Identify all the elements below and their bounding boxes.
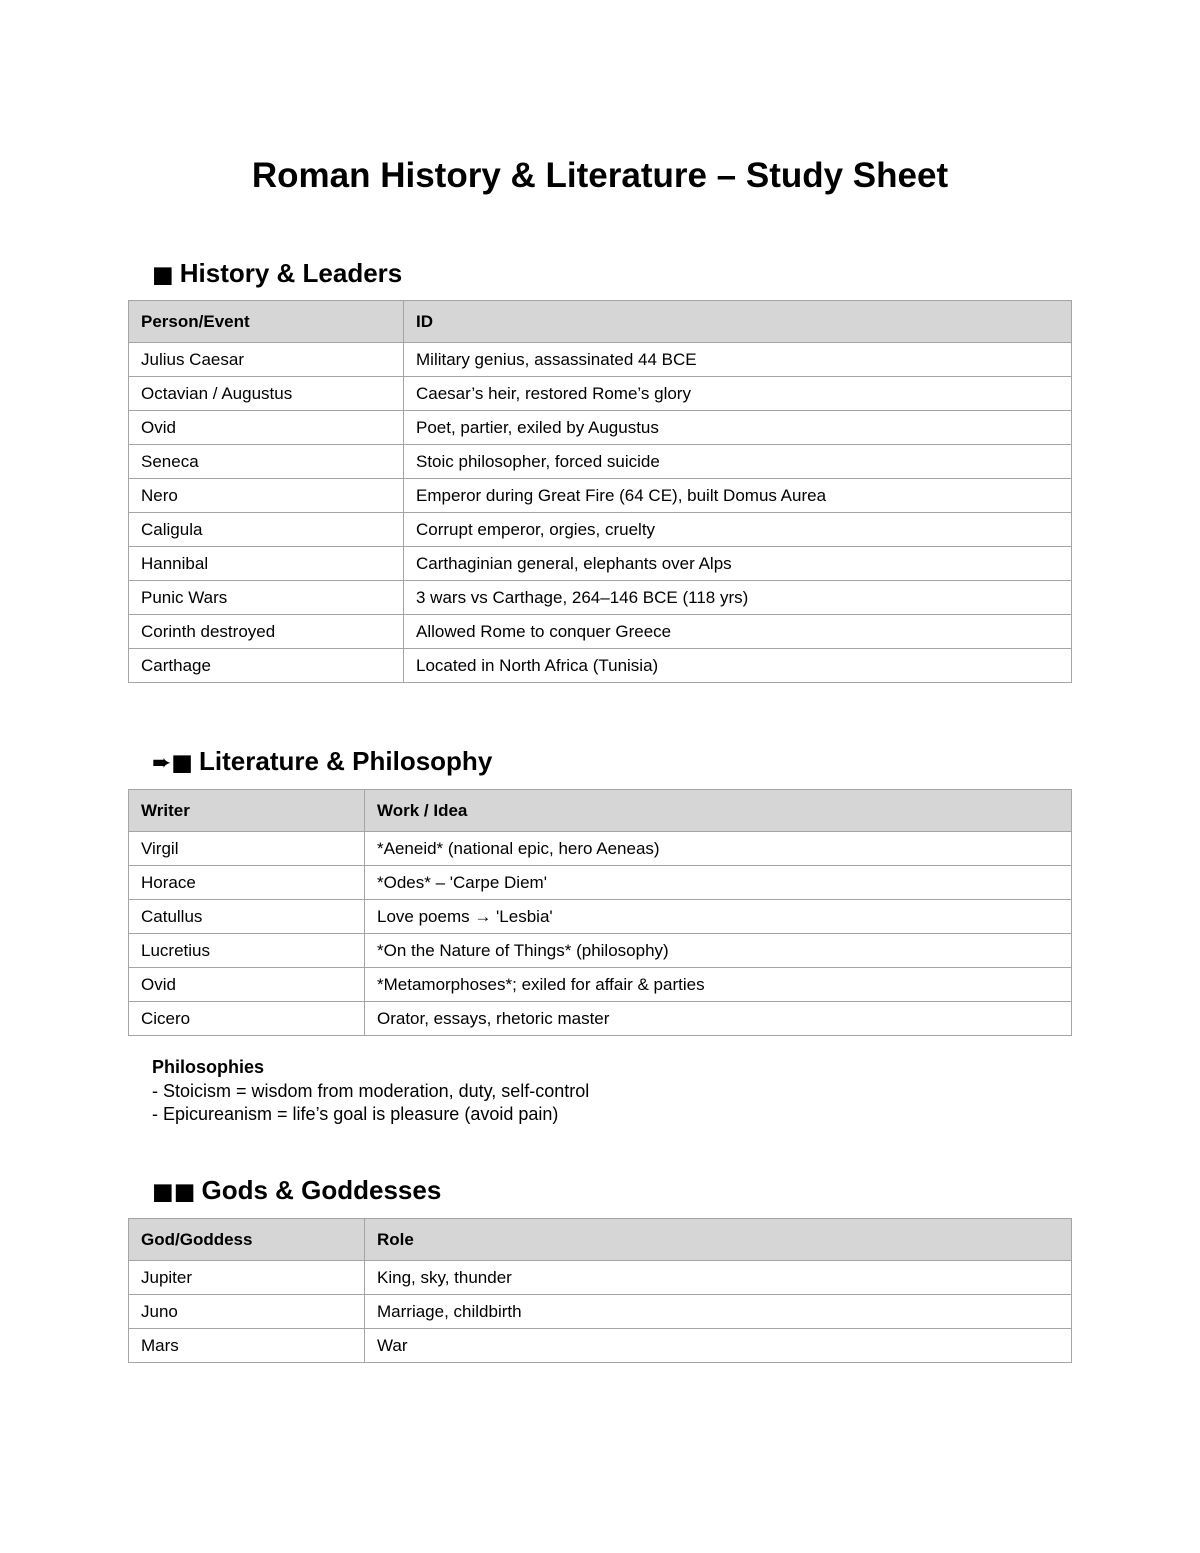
table-cell: War	[365, 1329, 1072, 1363]
table-cell: Hannibal	[129, 547, 404, 581]
table-row	[129, 411, 1072, 445]
table-cell: Stoic philosopher, forced suicide	[404, 445, 1072, 479]
page-title: Roman History & Literature – Study Sheet	[251, 156, 949, 195]
section-heading-label: Literature & Philosophy	[199, 746, 493, 776]
section-heading-label: History & Leaders	[179, 258, 403, 288]
table-cell: Jupiter	[129, 1261, 365, 1295]
section-heading-literature	[152, 744, 492, 780]
table-cell: Juno	[129, 1295, 365, 1329]
table-cell: Octavian / Augustus	[129, 377, 404, 411]
table-cell: Marriage, childbirth	[365, 1295, 1072, 1329]
table-row	[129, 866, 1072, 900]
table-header-row	[129, 790, 1072, 832]
table-cell: Virgil	[129, 832, 365, 866]
table-cell: Military genius, assassinated 44 BCE	[404, 343, 1072, 377]
table-cell: Julius Caesar	[129, 343, 404, 377]
table-cell: King, sky, thunder	[365, 1261, 1072, 1295]
column-header: Work / Idea	[365, 790, 1072, 832]
table-cell: 3 wars vs Carthage, 264–146 BCE (118 yrs)	[404, 581, 1072, 615]
table-cell: Corrupt emperor, orgies, cruelty	[404, 513, 1072, 547]
table-row	[129, 547, 1072, 581]
table-row	[129, 513, 1072, 547]
table-cell: Located in North Africa (Tunisia)	[404, 649, 1072, 683]
table-row	[129, 377, 1072, 411]
gods-table	[128, 1218, 1072, 1363]
table-cell: Nero	[129, 479, 404, 513]
table-row	[129, 343, 1072, 377]
section-heading-label: Gods & Goddesses	[201, 1175, 442, 1205]
double-square-icon: ■■	[152, 1179, 196, 1205]
table-cell: Lucretius	[129, 934, 365, 968]
table-cell: Love poems → 'Lesbia'	[365, 900, 1072, 934]
table-cell: Seneca	[129, 445, 404, 479]
table-row	[129, 1329, 1072, 1363]
column-header: Writer	[129, 790, 365, 832]
table-cell: *Metamorphoses*; exiled for affair & parties	[365, 968, 1072, 1002]
table-cell: Orator, essays, rhetoric master	[365, 1002, 1072, 1036]
section-heading-gods	[152, 1173, 441, 1209]
table-cell: *Aeneid* (national epic, hero Aeneas)	[365, 832, 1072, 866]
table-cell: *Odes* – 'Carpe Diem'	[365, 866, 1072, 900]
table-row	[129, 832, 1072, 866]
table-cell: Mars	[129, 1329, 365, 1363]
table-cell: Allowed Rome to conquer Greece	[404, 615, 1072, 649]
table-row	[129, 1002, 1072, 1036]
table-row	[129, 445, 1072, 479]
table-cell: Horace	[129, 866, 365, 900]
table-row	[129, 1261, 1072, 1295]
table-row	[129, 649, 1072, 683]
philosophies-title: Philosophies	[152, 1057, 265, 1077]
table-header-row	[129, 1219, 1072, 1261]
table-cell: Caligula	[129, 513, 404, 547]
table-row	[129, 615, 1072, 649]
table-cell: Caesar’s heir, restored Rome’s glory	[404, 377, 1072, 411]
literature-table	[128, 789, 1072, 1036]
table-cell: Corinth destroyed	[129, 615, 404, 649]
table-cell: Poet, partier, exiled by Augustus	[404, 411, 1072, 445]
table-row	[129, 479, 1072, 513]
column-header: Role	[365, 1219, 1072, 1261]
table-header-row	[129, 301, 1072, 343]
table-cell: Ovid	[129, 411, 404, 445]
section-heading-history	[152, 256, 402, 292]
history-table	[128, 300, 1072, 683]
table-row	[129, 968, 1072, 1002]
table-cell: Catullus	[129, 900, 365, 934]
column-header: God/Goddess	[129, 1219, 365, 1261]
table-cell: Cicero	[129, 1002, 365, 1036]
philosophies-note	[152, 1056, 589, 1127]
table-row	[129, 581, 1072, 615]
table-row	[129, 900, 1072, 934]
table-cell: Ovid	[129, 968, 365, 1002]
square-bullet-icon: ■	[152, 262, 174, 288]
table-cell: Emperor during Great Fire (64 CE), built Domus Aurea	[404, 479, 1072, 513]
table-cell: Punic Wars	[129, 581, 404, 615]
column-header: ID	[404, 301, 1072, 343]
table-cell: Carthaginian general, elephants over Alps	[404, 547, 1072, 581]
column-header: Person/Event	[129, 301, 404, 343]
table-row	[129, 934, 1072, 968]
table-cell: *On the Nature of Things* (philosophy)	[365, 934, 1072, 968]
arrow-square-icon: ➨■	[152, 750, 194, 776]
table-row	[129, 1295, 1072, 1329]
philosophy-line: - Stoicism = wisdom from moderation, duty, self-control	[152, 1080, 590, 1101]
philosophy-line: - Epicureanism = life’s goal is pleasure (avoid pain)	[152, 1104, 559, 1124]
table-cell: Carthage	[129, 649, 404, 683]
